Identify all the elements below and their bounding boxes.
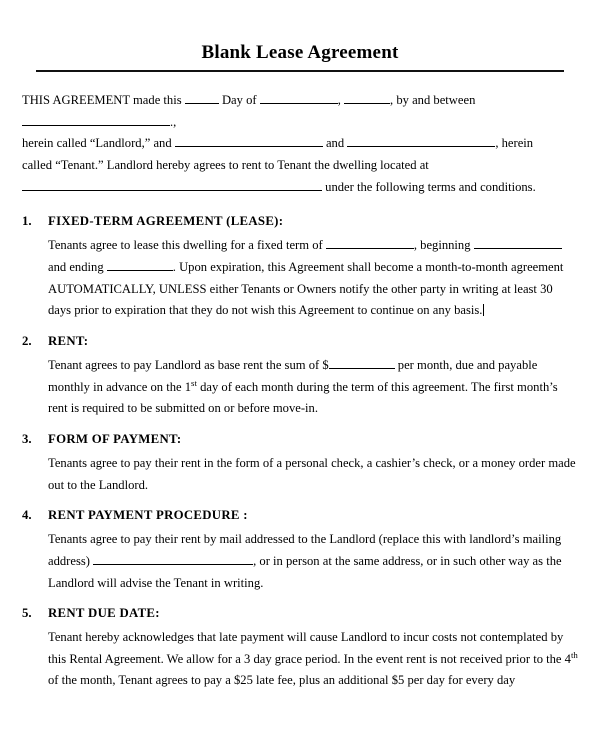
clause1-text-3: and [48, 259, 67, 274]
clause-heading [22, 214, 578, 229]
blank-base-rent[interactable] [329, 368, 395, 369]
clause4-text-1: Tenants agree to pay their rent by mail addressed to the Landlord (replace this with landlord’s mailing address) [48, 532, 562, 568]
intro-text-6: herein called “Landlord,” and [22, 136, 172, 151]
page-title: Blank Lease Agreement [201, 42, 399, 63]
text-cursor [483, 304, 484, 316]
clause-rent-payment-procedure [22, 508, 578, 594]
clause-title: RENT PAYMENT PROCEDURE : [48, 508, 248, 523]
clause-title: FORM OF PAYMENT: [48, 431, 182, 446]
clause-heading [22, 334, 578, 349]
title-divider [36, 70, 564, 72]
intro-text-9: called “Tenant.” Landlord hereby agrees to rent to Tenant the dwelling located at [22, 157, 429, 172]
clause-form-of-payment [22, 432, 578, 496]
ordinal-suffix: st [191, 377, 197, 388]
clause5-text-1: Tenant hereby acknowledges that late payment will cause Landlord to incur costs not contemplated by this Rental Agreement. We allow for a 3 day grace period. In the event rent is not received prior to the 4 [48, 630, 571, 666]
clause1-text-4: ending [69, 259, 104, 274]
blank-end-date[interactable] [107, 270, 173, 271]
intro-text-1: THIS AGREEMENT made this [22, 93, 182, 107]
blank-parties[interactable] [22, 125, 170, 126]
clause-number: 5. [22, 606, 32, 621]
clause2-text-2: per month, due and payable monthly in advance on the 1 [48, 357, 538, 394]
clause-body: Tenants agree to pay their rent in the form of a personal check, a cashier’s check, or a money order made out to the Landlord. [48, 455, 576, 492]
clause-rent [22, 334, 578, 420]
blank-begin-date[interactable] [474, 248, 562, 249]
clause-title: FIXED-TERM AGREEMENT (LEASE): [48, 214, 284, 229]
blank-landlord[interactable] [175, 146, 323, 147]
blank-dwelling-address[interactable] [22, 190, 322, 191]
intro-text-5: ., [170, 114, 177, 129]
intro-text-10: under the following terms and conditions. [325, 179, 536, 194]
clause-number: 3. [22, 431, 32, 446]
intro-text-2: Day of [221, 93, 257, 107]
intro-text-3: , [337, 93, 341, 107]
clause-body [48, 529, 578, 594]
clause-number: 2. [22, 333, 32, 348]
clause-fixed-term [22, 214, 578, 322]
clause5-text-2: of the month, Tenant agrees to pay a $25 late fee, plus an additional $5 per day for every day [48, 673, 516, 688]
intro-text-4: , by and between [390, 93, 476, 107]
clause1-text-5: . Upon expiration, this Agreement shall become a month-to-month agreement AUTOMATICALLY, UNLESS either Tenants or Owners notify the other party in writing at least 30 days prior to expiration that they do not wish this Agreement to continue on any basis. [48, 259, 564, 318]
clause2-text-1: Tenant agrees to pay Landlord as base rent the sum of $ [48, 357, 329, 372]
clause-heading [22, 508, 578, 523]
clause-heading [22, 432, 578, 447]
clause1-text-1: Tenants agree to lease this dwelling for a fixed term of [48, 238, 323, 253]
clause-number: 1. [22, 214, 32, 229]
blank-day[interactable] [185, 103, 219, 104]
blank-mailing-address[interactable] [93, 564, 253, 565]
clause-body [48, 627, 578, 692]
agreement-intro-paragraph [22, 90, 578, 198]
clause-number: 4. [22, 508, 32, 523]
blank-fixed-term[interactable] [326, 248, 414, 249]
intro-text-7: and [325, 136, 345, 151]
blank-year[interactable] [344, 103, 390, 104]
clause-rent-due-date [22, 606, 578, 692]
clause-body [48, 235, 578, 322]
blank-month[interactable] [260, 103, 338, 104]
ordinal-suffix: th [570, 649, 578, 660]
clause-title: RENT DUE DATE: [48, 606, 160, 621]
blank-tenant[interactable] [347, 146, 495, 147]
clause4-text-2: , or in person at the same address, or in such other way as the Landlord will advise the Tenant in writing. [48, 553, 562, 590]
clause2-text-3: day of each month during the term of this agreement. The first month’s rent is required to be submitted on or before move-in. [48, 379, 558, 416]
clause-title: RENT: [48, 333, 89, 348]
clause-body [48, 355, 578, 420]
intro-text-8: , herein [495, 136, 534, 151]
clause1-text-2: , beginning [413, 238, 471, 253]
clause-heading [22, 606, 578, 621]
